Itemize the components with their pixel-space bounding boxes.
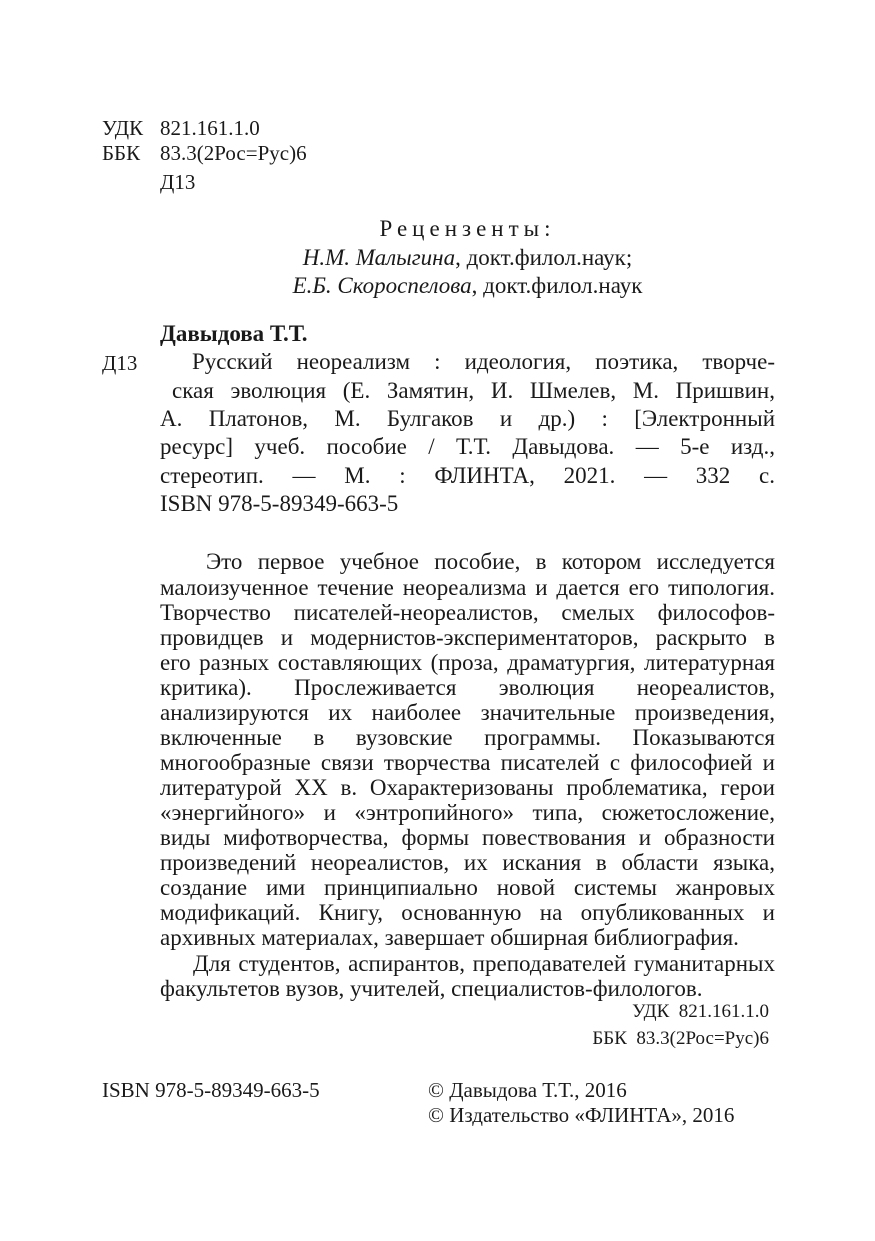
abstract-line-12: виды мифотворчества, формы повествования и образности [160, 825, 775, 850]
udk-repeat: УДК 821.161.1.0 [632, 1001, 769, 1022]
abstract-line-8: включенные в вузовские программы. Показываются [160, 725, 775, 750]
abstract-line-13: произведений неореалистов, их искания в области языка, [160, 850, 775, 875]
reviewers-heading: Рецензенты: [379, 216, 556, 241]
citation-line-2: ская эволюция (Е. Замятин, И. Шмелев, М. Пришвин, [172, 378, 775, 403]
citation-line-4: ресурс] учеб. пособие / Т.Т. Давыдова. — 5-е изд., [160, 434, 775, 459]
abstract-line-5: его разных составляющих (проза, драматургия, литературная [160, 650, 775, 675]
abstract-line-10: литературой XX в. Охарактеризованы проблематика, герои [160, 775, 775, 800]
abstract-line-1: Это первое учебное пособие, в котором исследуется [206, 549, 775, 574]
abstract-line-6: критика). Прослеживается эволюция неореалистов, [160, 675, 775, 700]
abstract-line-16: архивных материалах, завершает обширная библиография. [160, 925, 739, 950]
citation-isbn: ISBN 978-5-89349-663-5 [160, 491, 399, 516]
bbk-label: ББК [102, 141, 141, 165]
bbk-value: 83.3(2Рос=Рус)6 [160, 141, 307, 165]
footer-isbn: ISBN 978-5-89349-663-5 [102, 1078, 320, 1102]
reviewer-1-name: Н.М. Малыгина [302, 245, 456, 270]
citation-line-5: стереотип. — М. : ФЛИНТА, 2021. — 332 с. [160, 463, 775, 488]
copyright-publisher: © Издательство «ФЛИНТА», 2016 [428, 1103, 735, 1127]
abstract-line-4: провидцев и модернистов-экспериментаторов, раскрыто в [160, 625, 775, 650]
copyright-author: © Давыдова Т.Т., 2016 [428, 1078, 627, 1102]
bbk-repeat: ББК 83.3(2Рос=Рус)6 [592, 1028, 769, 1049]
abstract-line-15: модификаций. Книгу, основанную на опубликованных и [160, 900, 775, 925]
udk-label: УДК [102, 116, 144, 140]
abstract-line-2: малоизученное течение неореализма и дается его типология. [160, 575, 775, 600]
audience-line-1: Для студентов, аспирантов, преподавателей гуманитарных [193, 951, 775, 976]
abstract-line-14: создание ими принципиально новой системы жанровых [160, 875, 775, 900]
reviewer-2-title: , докт.филол.наук [471, 273, 643, 298]
reviewer-1-title: , докт.филол.наук; [455, 245, 633, 270]
reviewer-1 [160, 246, 775, 269]
abstract-line-11: «энергийного» и «энтропийного» типа, сюжетосложение, [160, 800, 775, 825]
abstract-line-3: Творчество писателей-неореалистов, смелых философов- [160, 600, 775, 625]
citation-mark: Д13 [102, 351, 138, 375]
audience-line-2: факультетов вузов, учителей, специалистов-филологов. [160, 976, 703, 1001]
udk-value: 821.161.1.0 [160, 116, 260, 140]
citation-line-3: А. Платонов, М. Булгаков и др.) : [Электронный [160, 406, 775, 431]
abstract-line-9: многообразные связи творчества писателей с философией и [160, 750, 775, 775]
reviewer-2 [160, 274, 775, 297]
citation-author: Давыдова Т.Т. [160, 321, 308, 346]
reviewer-2-name: Е.Б. Скороспелова [292, 273, 472, 298]
abstract-line-7: анализируются их наиболее значительные произведения, [160, 700, 775, 725]
author-mark: Д13 [160, 170, 196, 194]
citation-line-1: Русский неореализм : идеология, поэтика, творче- [192, 349, 775, 374]
